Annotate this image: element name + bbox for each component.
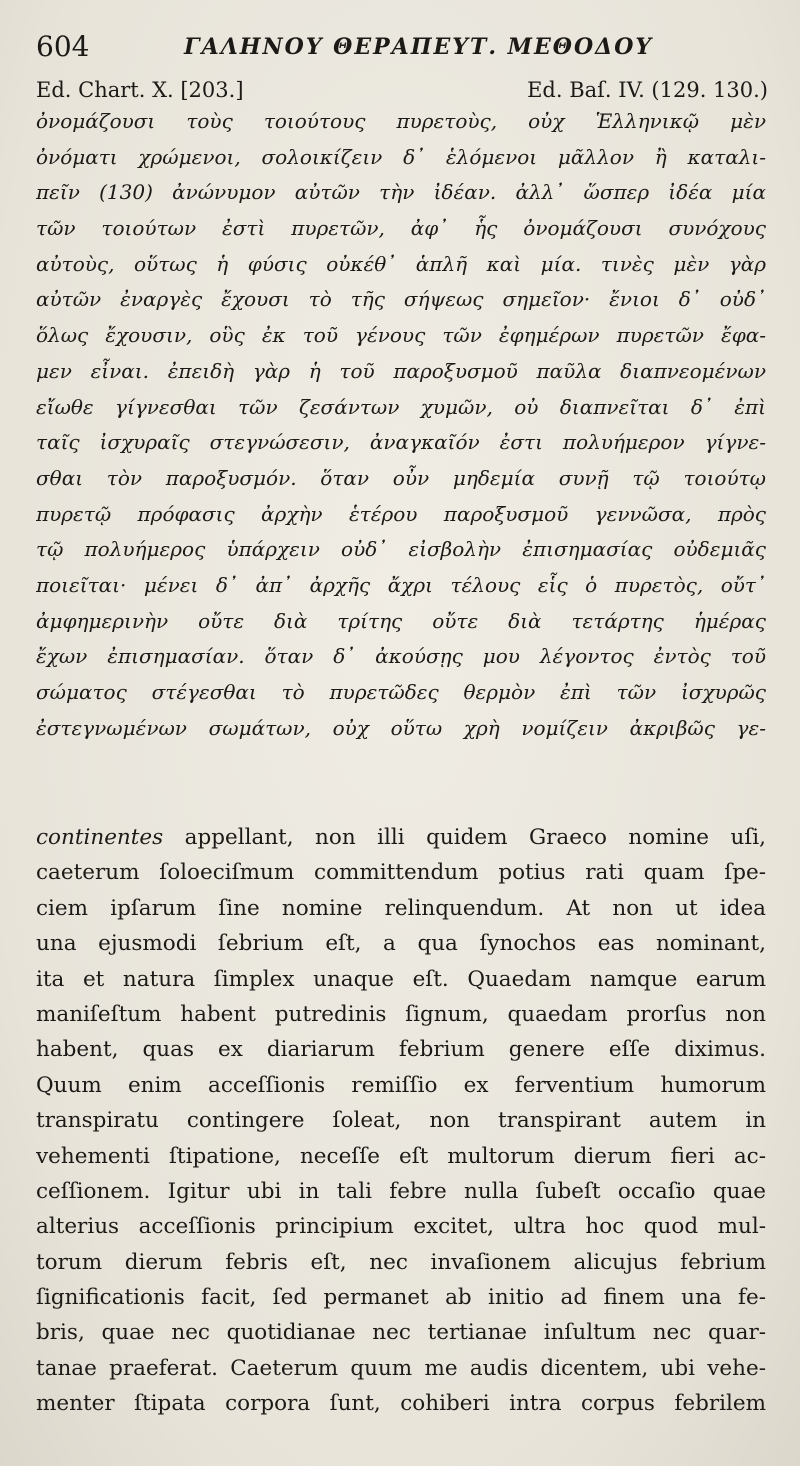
latin-line: ciem ipſarum ſine nomine relinquendum. At non ut idea [36, 895, 766, 921]
latin-line: tanae praeferat. Caeterum quum me audis dicentem, ubi vehe- [36, 1355, 766, 1381]
latin-line-rest: appellant, non illi quidem Graeco nomine uſi, [163, 825, 766, 850]
greek-line: ὀνόματι χρώμενοι, σολοικίζειν δ᾽ ἑλόμενοι μᾶλλον ἢ καταλι- [36, 144, 766, 169]
latin-line: torum dierum febris eſt, nec invaſionem alicujus febrium [36, 1249, 766, 1275]
latin-line: ceſſionem. Igitur ubi in tali febre nulla ſubeſt occaſio quae [36, 1178, 766, 1204]
latin-line: ita et natura ſimplex unaque eſt. Quaedam namque earum [36, 966, 766, 992]
greek-line: ὅλως ἔχουσιν, οὓς ἐκ τοῦ γένους τῶν ἐφημέρων πυρετῶν ἔφα- [36, 323, 766, 348]
greek-line: ποιεῖται· μένει δ᾽ ἀπ᾽ ἀρχῆς ἄχρι τέλους εἷς ὁ πυρετὸς, οὔτ᾽ [36, 572, 766, 597]
greek-line: εἴωθε γίγνεσθαι τῶν ζεσάντων χυμῶν, οὐ διαπνεῖται δ᾽ ἐπὶ [36, 394, 766, 419]
greek-line: πυρετῷ πρόφασις ἀρχὴν ἑτέρου παροξυσμοῦ γεννῶσα, πρὸς [36, 501, 766, 526]
greek-text-block [36, 104, 766, 746]
latin-line: menter ſtipata corpora ſunt, cohiberi intra corpus febrilem [36, 1391, 766, 1417]
running-title: ΓΑΛΗΝΟΥ ΘΕΡΑΠΕΥΤ. ΜΕΘΟΔΟΥ [184, 34, 654, 60]
latin-line: vehementi ſtipatione, neceſſe eſt multorum dierum fieri ac- [36, 1143, 766, 1169]
running-head [36, 30, 766, 70]
greek-line: ταῖς ἰσχυραῖς στεγνώσεσιν, ἀναγκαῖόν ἐστι πολυήμερον γίγνε- [36, 430, 766, 455]
greek-line: αὐτῶν ἐναργὲς ἔχουσι τὸ τῆς σήψεως σημεῖον· ἔνιοι δ᾽ οὐδ᾽ [36, 287, 766, 312]
greek-line: ἔχων ἐπισημασίαν. ὅταν δ᾽ ἀκούσῃς μου λέγοντος ἐντὸς τοῦ [36, 644, 766, 669]
latin-line: ſignificationis facit, ſed permanet ab initio ad finem una fe- [36, 1285, 766, 1311]
latin-line: Quum enim acceſſionis remiſſio ex ferventium humorum [36, 1072, 766, 1098]
latin-line: una ejusmodi ſebrium eſt, a qua ſynochos eas nominant, [36, 931, 766, 957]
latin-line [36, 820, 766, 855]
greek-line: ἐστεγνωμένων σωμάτων, οὐχ οὕτω χρὴ νομίζειν ἀκριβῶς γε- [36, 715, 766, 740]
latin-line: maniſeſtum habent putredinis ſignum, quaedam prorſus non [36, 1001, 766, 1027]
greek-line: ὀνομάζουσι τοὺς τοιούτους πυρετοὺς, οὐχ Ἑλληνικῷ μὲν [36, 109, 766, 133]
greek-line: αὐτοὺς, οὕτως ἡ φύσις οὐκέθ᾽ ἁπλῆ καὶ μία. τινὲς μὲν γὰρ [36, 251, 766, 276]
latin-italic-first-word: continentes [36, 825, 164, 850]
latin-line: alterius acceſſionis principium excitet, ultra hoc quod mul- [36, 1214, 766, 1240]
page-number: 604 [36, 30, 90, 63]
greek-line: πεῖν (130) ἀνώνυμον αὐτῶν τὴν ἰδέαν. ἀλλ᾽ ὥσπερ ἰδέα μία [36, 180, 766, 205]
latin-line: habent, quas ex diariarum febrium genere eſſe diximus. [36, 1037, 766, 1063]
edition-basel-reference: Ed. Baſ. IV. (129. 130.) [527, 78, 768, 102]
edition-chartier-reference: Ed. Chart. X. [203.] [36, 78, 244, 102]
greek-line: σθαι τὸν παροξυσμόν. ὅταν οὖν μηδεμία συνῇ τῷ τοιούτῳ [36, 465, 766, 490]
greek-line: σώματος στέγεσθαι τὸ πυρετῶδες θερμὸν ἐπὶ τῶν ἰσχυρῶς [36, 680, 766, 704]
latin-text-block [36, 820, 766, 1422]
greek-line: ἀμφημερινὴν οὔτε διὰ τρίτης οὔτε διὰ τετάρτης ἡμέρας [36, 608, 766, 633]
greek-line: τῶν τοιούτων ἐστὶ πυρετῶν, ἀφ᾽ ἧς ὀνομάζουσι συνόχους [36, 216, 766, 241]
latin-line: transpiratu contingere ſoleat, non transpirant autem in [36, 1108, 766, 1134]
latin-line: bris, quae nec quotidianae nec tertianae inſultum nec quar- [36, 1320, 766, 1346]
greek-line: τῷ πολυήμερος ὑπάρχειν οὐδ᾽ εἰσβολὴν ἐπισημασίας οὐδεμιᾶς [36, 537, 766, 562]
latin-line: caeterum ſoloeciſmum committendum potius rati quam ſpe- [36, 860, 766, 886]
greek-line: μεν εἶναι. ἐπειδὴ γὰρ ἡ τοῦ παροξυσμοῦ παῦλα διαπνεομένων [36, 358, 766, 383]
